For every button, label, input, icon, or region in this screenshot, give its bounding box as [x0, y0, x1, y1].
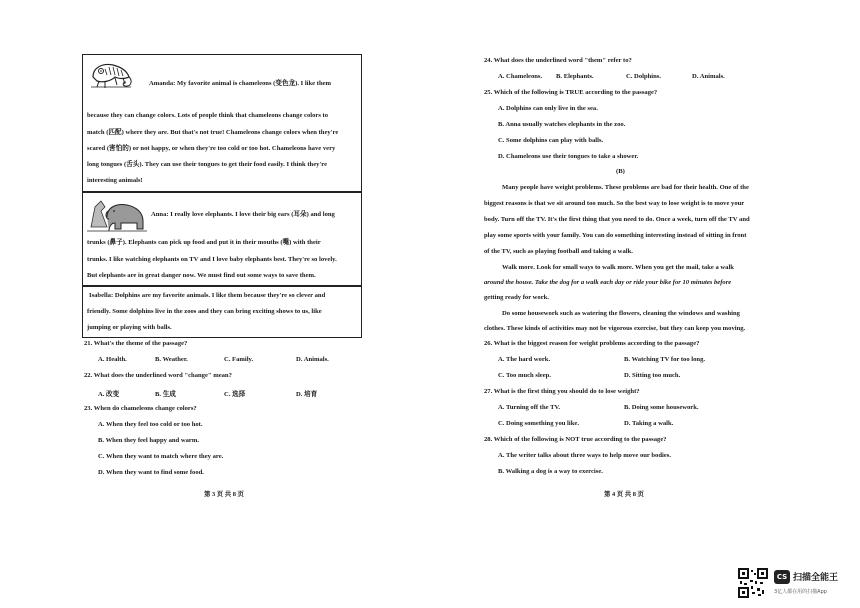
question-22: 22. What does the underlined word "change" mean?	[84, 372, 232, 379]
q26-option-c: C. Too much sleep.	[498, 372, 551, 379]
elephant-illustration	[87, 197, 147, 233]
amanda-line-5: long tongues (舌头). They can use their tongues to get their food easily. I think they're	[87, 161, 328, 168]
q21-option-c: C. Family.	[224, 356, 254, 363]
amanda-box	[82, 54, 362, 192]
q23-option-c: C. When they want to match where they are.	[98, 453, 224, 460]
q27-option-d: D. Taking a walk.	[624, 420, 674, 427]
para1-line-4: play some sports with your family. You can do something interesting instead of sitting in front	[484, 232, 747, 239]
question-26: 26. What is the biggest reason for weight problems according to the passage?	[484, 340, 700, 347]
isabella-line-2: friendly. Some dolphins live in the zoos and they can bring exciting shows to us, like	[87, 308, 322, 315]
amanda-line-6: interesting animals!	[87, 177, 143, 184]
anna-line-1: Anna: I really love elephants. I love their big ears (耳朵) and long	[151, 211, 335, 218]
q24-option-c: C. Dolphins.	[626, 73, 661, 80]
q27-option-b: B. Doing some housework.	[624, 404, 699, 411]
q26-option-b: B. Watching TV for too long.	[624, 356, 706, 363]
q26-option-a: A. The hard work.	[498, 356, 551, 363]
para1-line-2: biggest reasons is that we sit around too much. So the best way to lose weight is to move your	[484, 200, 745, 207]
q21-option-b: B. Weather.	[155, 356, 188, 363]
q22-option-c: C. 选择	[224, 391, 246, 398]
para3-line-1: Do some housework such as watering the flowers, cleaning the windows and washing	[502, 310, 740, 317]
q21-option-a: A. Health.	[98, 356, 127, 363]
q25-option-d: D. Chameleons use their tongues to take a shower.	[498, 153, 639, 160]
isabella-line-1: Isabella: Dolphins are my favorite animals. I like them because they're so clever and	[89, 292, 326, 299]
qr-code-icon	[738, 568, 768, 598]
camscanner-logo-icon: CS	[774, 570, 790, 584]
q25-option-b: B. Anna usually watches elephants in the zoo.	[498, 121, 626, 128]
para1-line-5: of the TV, such as playing football and taking a walk.	[484, 248, 633, 255]
question-24: 24. What does the underlined word "them" refer to?	[484, 57, 632, 64]
q23-option-b: B. When they feel happy and warm.	[98, 437, 199, 444]
anna-line-4: But elephants are in great danger now. We must find out some ways to save them.	[87, 272, 316, 279]
q27-option-a: A. Turning off the TV.	[498, 404, 561, 411]
amanda-line-2: because they can change colors. Lots of people think that chameleons change colors to	[87, 112, 329, 119]
q25-option-a: A. Dolphins can only live in the sea.	[498, 105, 598, 112]
question-28: 28. Which of the following is NOT true according to the passage?	[484, 436, 667, 443]
q23-option-d: D. When they want to find some food.	[98, 469, 204, 476]
camscanner-title: 扫描全能王	[793, 573, 839, 583]
anna-line-2: trunks (鼻子). Elephants can pick up food and put it in their mouths (嘴) with their	[87, 239, 321, 246]
q23-option-a: A. When they feel too cold or too hot.	[98, 421, 203, 428]
para1-line-3: body. Turn off the TV. It's the first thing that you need to do. Once a week, turn off the TV and	[484, 216, 750, 223]
anna-box	[82, 192, 362, 286]
q28-option-a: A. The writer talks about three ways to help move our bodies.	[498, 452, 671, 459]
right-page	[430, 0, 860, 608]
q28-option-b: B. Walking a dog is a way to exercise.	[498, 468, 603, 475]
q25-option-c: C. Some dolphins can play with balls.	[498, 137, 604, 144]
question-23: 23. When do chameleons change colors?	[84, 405, 197, 412]
isabella-box	[82, 286, 362, 338]
page-footer-4: 第 4 页 共 8 页	[604, 491, 644, 498]
q22-option-d: D. 培育	[296, 391, 318, 398]
q24-option-d: D. Animals.	[692, 73, 725, 80]
camscanner-watermark	[738, 568, 856, 602]
page-footer-3: 第 3 页 共 8 页	[204, 491, 244, 498]
q24-option-a: A. Chameleons.	[498, 73, 543, 80]
para2-line-3: getting ready for work.	[484, 294, 549, 301]
para2-line-2: around the house. Take the dog for a walk each day or ride your bike for 10 minutes before	[484, 279, 732, 286]
camscanner-subtitle: 3亿人都在用的扫描App	[774, 589, 827, 595]
para3-line-2: clothes. These kinds of activities may not be vigorous exercise, but they can keep you moving.	[484, 325, 746, 332]
question-25: 25. Which of the following is TRUE according to the passage?	[484, 89, 658, 96]
q21-option-d: D. Animals.	[296, 356, 329, 363]
q22-option-b: B. 生成	[155, 391, 176, 398]
anna-line-3: trunks. I like watching elephants on TV and I love baby elephants best. They're so lovely.	[87, 256, 337, 263]
section-b-heading: (B)	[616, 168, 625, 175]
para2-line-1: Walk more. Look for small ways to walk more. When you get the mail, take a walk	[502, 264, 734, 271]
chameleon-illustration	[89, 59, 133, 91]
q24-option-b: B. Elephants.	[556, 73, 594, 80]
isabella-line-3: jumping or playing with balls.	[87, 324, 172, 331]
q26-option-d: D. Sitting too much.	[624, 372, 681, 379]
amanda-line-1: Amanda: My favorite animal is chameleons (变色龙). I like them	[149, 80, 332, 87]
para1-line-1: Many people have weight problems. These problems are bad for their health. One of the	[502, 184, 749, 191]
q22-option-a: A. 改变	[98, 391, 120, 398]
amanda-line-3: match (匹配) where they are. But that's not true! Chameleons change colors when they're	[87, 129, 339, 136]
question-27: 27. What is the first thing you should do to lose weight?	[484, 388, 640, 395]
amanda-line-4: scared (害怕的) or not happy, or when they're too cold or too hot. Chameleons have very	[87, 145, 336, 152]
q27-option-c: C. Doing something you like.	[498, 420, 579, 427]
question-21: 21. What's the theme of the passage?	[84, 340, 188, 347]
